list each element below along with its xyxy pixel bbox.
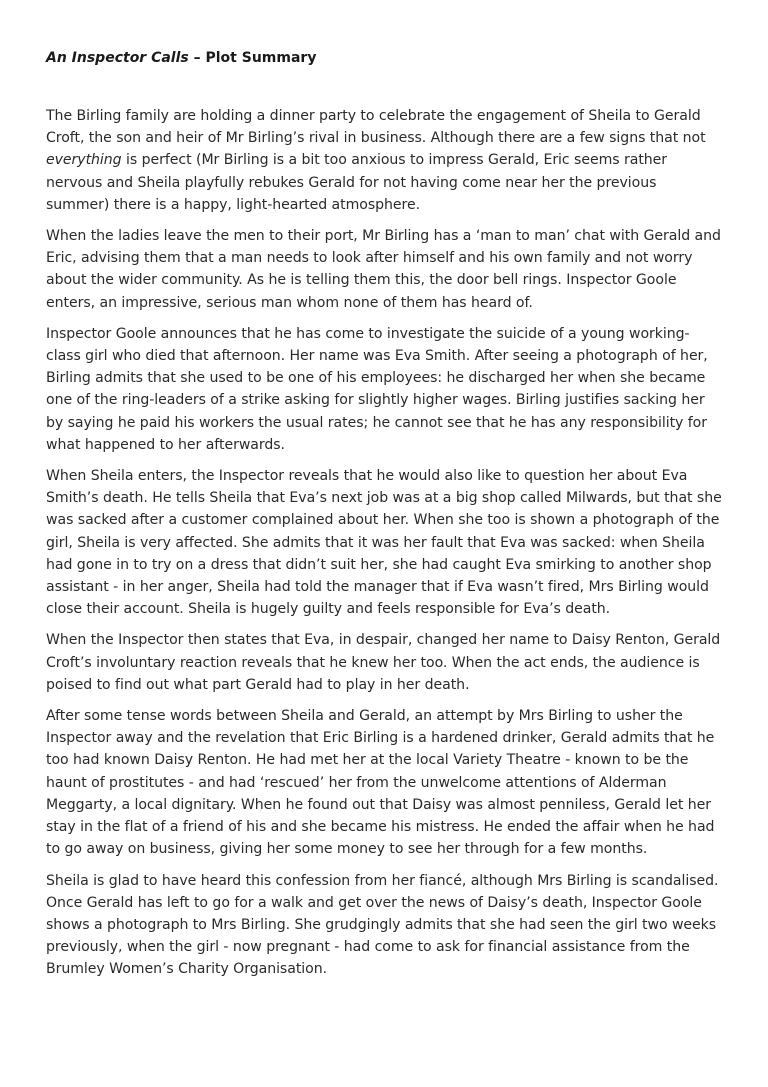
paragraph-4: When Sheila enters, the Inspector reveals that he would also like to question her about Eva Smith’s death. He tells Sheila that Eva’s next job was at a big shop called Milwards, but that she was sacked after a customer complained about her. When she too is shown a photograph of the girl, Sheila is very affected. She admits that it was her fault that Eva was sacked: when Sheila had gone in to try on a dress that didn’t suit her, she had caught Eva smirking to another shop assistant - in her anger, Sheila had told the manager that if Eva wasn’t fired, Mrs Birling would close their account. Sheila is hugely guilty and feels responsible for Eva’s death. [46, 468, 722, 618]
title-subtitle: Plot Summary [205, 50, 317, 66]
paragraph-1-text-after: is perfect (Mr Birling is a bit too anxious to impress Gerald, Eric seems rather nervous and Sheila playfully rebukes Gerald for not having come near her the previous summer) there is a happy, light-hearted atmosphere. [46, 152, 668, 213]
page-title [46, 50, 316, 66]
title-separator: – [188, 50, 206, 66]
paragraph-6: After some tense words between Sheila and Gerald, an attempt by Mrs Birling to usher the Inspector away and the revelation that Eric Birling is a hardened drinker, Gerald admits that he too had known Daisy Renton. He had met her at the local Variety Theatre - known to be the haunt of prostitutes - and had ‘rescued’ her from the unwelcome attentions of Alderman Meggarty, a local dignitary. When he found out that Daisy was almost penniless, Gerald let her stay in the flat of a friend of his and she became his mistress. He ended the affair when he had to go away on business, giving her some money to see her through for a few months. [46, 708, 715, 858]
paragraph-1 [46, 105, 722, 216]
paragraph-1-emphasis: everything [46, 152, 122, 169]
paragraph-2: When the ladies leave the men to their port, Mr Birling has a ‘man to man’ chat with Gerald and Eric, advising them that a man needs to look after himself and his own family and not worry about the wider community. As he is telling them this, the door bell rings. Inspector Goole enters, an impressive, serious man whom none of them has heard of. [46, 228, 721, 311]
paragraph-3: Inspector Goole announces that he has come to investigate the suicide of a young working-class girl who died that afternoon. Her name was Eva Smith. After seeing a photograph of her, Birling admits that she used to be one of his employees: he discharged her when she became one of the ring-leaders of a strike asking for slightly higher wages. Birling justifies sacking her by saying he paid his workers the usual rates; he cannot see that he has any responsibility for what happened to her afterwards. [46, 325, 708, 453]
summary-body [46, 105, 722, 990]
paragraph-1-text-before: The Birling family are holding a dinner party to celebrate the engagement of Sheila to Gerald Croft, the son and heir of Mr Birling’s rival in business. Although there are a few signs that not [46, 108, 706, 147]
paragraph-5: When the Inspector then states that Eva, in despair, changed her name to Daisy Renton, Gerald Croft’s involuntary reaction reveals that he knew her too. When the act ends, the audience is poised to find out what part Gerald had to play in her death. [46, 632, 721, 693]
title-play-name: An Inspector Calls [46, 50, 189, 66]
paragraph-7: Sheila is glad to have heard this confession from her fiancé, although Mrs Birling is scandalised. Once Gerald has left to go for a walk and get over the news of Daisy’s death, Inspector Goole shows a photograph to Mrs Birling. She grudgingly admits that she had seen the girl two weeks previously, when the girl - now pregnant - had come to ask for financial assistance from the Brumley Women’s Charity Organisation. [46, 872, 719, 978]
